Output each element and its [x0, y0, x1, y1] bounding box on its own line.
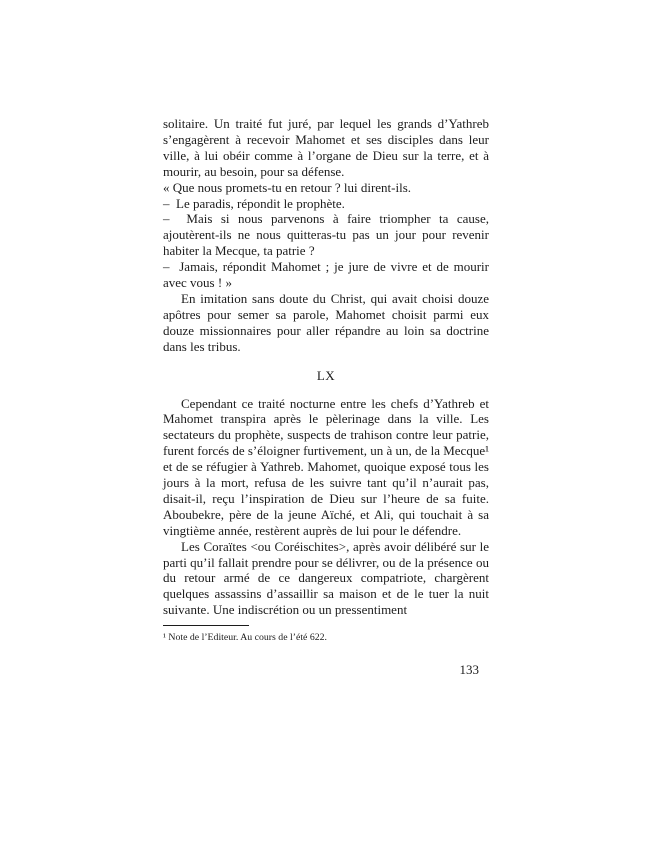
dialogue-line: – Le paradis, répondit le prophète.: [163, 195, 345, 211]
section-heading: LX: [316, 367, 336, 383]
page-number: 133: [459, 662, 479, 678]
footnote-divider: [163, 625, 249, 626]
paragraph: Les Coraïtes <ou Coréischites>, après avoir délibéré sur le parti qu’il fallait prendre pour se délivrer, ou de la présence ou du retour armé de ce dangereux compatriote, chargèrent quelques assassins d’assaillir sa maison et de le tuer la nuit suivante. Une indiscrétion ou un pressentiment: [163, 538, 489, 618]
paragraph: En imitation sans doute du Christ, qui avait choisi douze apôtres pour semer sa parole, Mahomet choisit parmi eux douze missionnaires pour aller répandre au loin sa doctrine dans les tribus.: [163, 290, 489, 354]
dialogue-line: – Mais si nous parvenons à faire triompher ta cause, ajoutèrent-ils ne nous quitteras-tu pas un jour pour revenir habiter la Mecque, ta patrie ?: [163, 211, 489, 259]
footnote: ¹ Note de l’Editeur. Au cours de l’été 622.: [163, 632, 327, 644]
dialogue-line: – Jamais, répondit Mahomet ; je jure de vivre et de mourir avec vous ! »: [163, 259, 489, 291]
paragraph-continuation: solitaire. Un traité fut juré, par lequel les grands d’Yathreb s’engagèrent à recevoir Mahomet et ses disciples dans leur ville, à lui obéir comme à l’organe de Dieu sur la terre, et à mourir, au besoin, pour sa défense.: [163, 116, 489, 179]
paragraph: Cependant ce traité nocturne entre les chefs d’Yathreb et Mahomet transpira après le pèlerinage dans la ville. Les sectateurs du prophète, suspects de trahison contre leur patrie, furent forcés de s’éloigner furtivement, un à un, de la Mecque¹ et de se réfugier à Yathreb. Mahomet, quoique exposé tous les jours à la mort, refusa de les suivre tant qu’il n’aurait pas, disait-il, reçu l’inspiration de Dieu sur l’heure de sa fuite. Aboubekre, père de la jeune Aïché, et Ali, qui touchait à sa vingtième année, restèrent auprès de lui pour le défendre.: [163, 395, 489, 538]
text-block: [163, 116, 489, 678]
dialogue-line: « Que nous promets-tu en retour ? lui dirent-ils.: [163, 179, 412, 195]
